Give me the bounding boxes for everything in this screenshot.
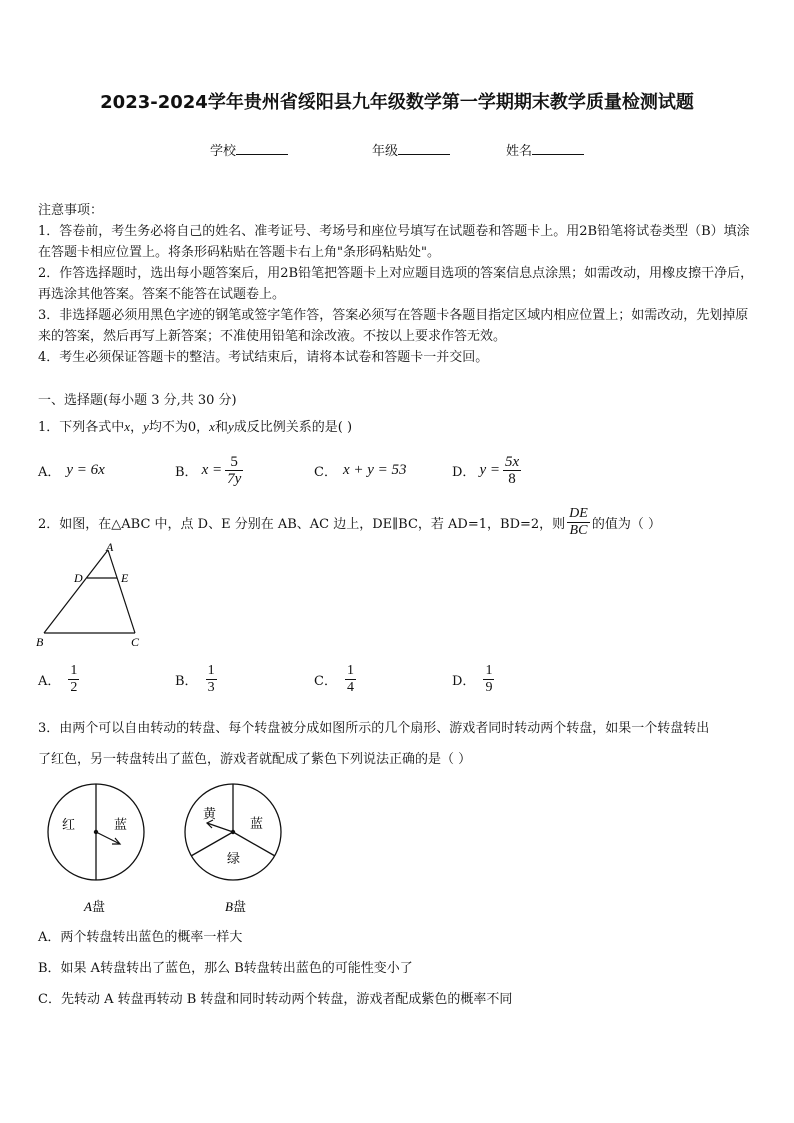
q2-option-c[interactable]: [314, 659, 356, 699]
fraction-denominator: BC: [569, 522, 588, 538]
grade-blank[interactable]: [398, 142, 450, 155]
q1-var-x: x: [124, 419, 131, 434]
fraction-numerator: 1: [485, 662, 493, 678]
fraction-denominator: 2: [70, 679, 78, 695]
q2-option-a-label: A．: [38, 673, 61, 689]
school-label: 学校: [210, 144, 237, 159]
section-heading: 一、选择题(每小题 3 分,共 30 分): [38, 393, 237, 408]
fraction-numerator: 1: [346, 662, 354, 678]
fraction-denominator: 9: [485, 679, 493, 695]
side-ac: [108, 550, 135, 633]
q2-stem-end: 的值为（ ）: [591, 516, 661, 532]
q2-option-d[interactable]: [452, 659, 494, 699]
point-e-label: E: [121, 571, 129, 585]
q1-option-c-label: C．: [314, 464, 337, 480]
spinner-b-caption: [225, 899, 246, 915]
sector-blue-label: 蓝: [250, 817, 264, 832]
q1-option-c-expr: x + y = 53: [342, 461, 407, 478]
caption-letter: B: [225, 899, 233, 914]
vertex-a-label: A: [106, 540, 114, 554]
q2-option-b-label: B．: [175, 673, 198, 689]
caption-text: 盘: [91, 900, 105, 915]
q1-option-d-label: D．: [452, 464, 476, 480]
spinner-b-figure: [175, 780, 295, 920]
q1-var-y2: y: [227, 419, 234, 434]
vertex-b-label: B: [36, 635, 44, 649]
question-3-stem-line2: 了红色，另一转盘转出了蓝色，游戏者就配成了紫色下列说法正确的是（ ）: [38, 752, 472, 767]
q2-option-a-fraction: [68, 663, 79, 696]
q1-stem-d: 和: [214, 420, 228, 435]
q2-option-b-fraction: [206, 663, 217, 696]
q2-option-c-label: C．: [314, 673, 337, 689]
q3-option-a[interactable]: A．两个转盘转出蓝色的概率一样大: [38, 930, 243, 945]
q1-var-y: y: [143, 419, 149, 434]
spinner-a-figure: [40, 780, 160, 920]
question-3-stem-line1: 3．由两个可以自由转动的转盘、每个转盘被分成如图所示的几个扇形、游戏者同时转动两个转盘，如果一个转盘转出: [38, 721, 710, 736]
q1-option-b-fraction: [225, 454, 243, 487]
spinner-a-pointer: [96, 832, 120, 844]
grade-label: 年级: [372, 144, 399, 159]
sector-red-label: 红: [62, 818, 76, 833]
school-blank[interactable]: [236, 142, 288, 155]
fraction-numerator: 5: [225, 454, 243, 471]
sector-green-label: 绿: [227, 852, 241, 867]
school-field: [210, 140, 288, 159]
q1-var-x2: x: [209, 419, 215, 434]
caption-text: 盘: [232, 900, 246, 915]
q1-option-d-fraction: [503, 454, 521, 487]
q1-stem-e: 成反比例关系的是( ): [233, 420, 353, 435]
q3-option-c[interactable]: C．先转动 A 转盘再转动 B 转盘和同时转动两个转盘，游戏者配成紫色的概率不同: [38, 992, 513, 1007]
page-title: 2023-2024学年贵州省绥阳县九年级数学第一学期期末教学质量检测试题: [100, 92, 694, 113]
fraction-numerator: 1: [70, 662, 78, 678]
q2-option-b[interactable]: [175, 659, 217, 699]
q1-stem-b: 均不为: [148, 420, 188, 435]
triangle-figure: [30, 540, 160, 652]
sector-blue-label: 蓝: [114, 818, 128, 833]
name-blank[interactable]: [532, 142, 584, 155]
fraction-denominator: 7y: [227, 470, 242, 487]
q1-stem-c: ，: [196, 420, 210, 435]
q1-zero: 0: [187, 420, 197, 435]
fraction-numerator: DE: [569, 505, 588, 521]
side-ab: [44, 550, 108, 633]
q2-stem-text: 2．如图，在△ABC 中，点 D、E 分别在 AB、AC 边上，DE∥BC，若 AD=1，BD=2，则: [38, 516, 566, 532]
sector-yellow-label: 黄: [203, 807, 217, 822]
point-d-label: D: [74, 571, 83, 585]
notes-item: 1．答卷前，考生务必将自己的姓名、准考证号、考场号和座位号填写在试题卷和答题卡上。用2B铅笔将试卷类型（B）填涂在答题卡相应位置上。将条形码粘贴在答题卡右上角"条形码粘贴处"。: [38, 224, 750, 260]
name-field: [506, 140, 584, 159]
notes-heading: 注意事项：: [38, 203, 104, 218]
q2-option-d-label: D．: [452, 673, 476, 689]
q1-stem-a: 1．下列各式中: [38, 420, 125, 435]
question-2-stem: [38, 503, 661, 541]
q1-option-a-label: A．: [38, 464, 61, 480]
grade-field: [372, 140, 450, 159]
fraction-denominator: 4: [346, 679, 354, 695]
fraction-numerator: 5x: [504, 453, 520, 470]
q3-option-b[interactable]: B．如果 A转盘转出了蓝色，那么 B转盘转出蓝色的可能性变小了: [38, 961, 413, 976]
notes-item: 3．非选择题必须用黑色字迹的钢笔或签字笔作答，答案必须写在答题卡各题目指定区域内相应位置上；如需改动，先划掉原来的答案，然后再写上新答案；不准使用铅笔和涂改液。不按以上要求作答无效。: [38, 308, 749, 344]
q2-option-d-fraction: [483, 663, 494, 696]
notes-item: 2．作答选择题时，选出每小题答案后，用2B铅笔把答题卡上对应题目选项的答案信息点涂黑；如需改动，用橡皮擦干净后，再选涂其他答案。答案不能答在试题卷上。: [38, 266, 754, 302]
q1-option-b-lhs: x =: [201, 461, 223, 478]
q1-option-d-lhs: y =: [479, 461, 500, 478]
fraction-denominator: 3: [207, 679, 215, 695]
name-label: 姓名: [506, 144, 533, 159]
q2-option-a[interactable]: [38, 659, 79, 699]
q1-option-a-expr: y = 6x: [66, 461, 105, 478]
notes-item: 4．考生必须保证答题卡的整洁。考试结束后，请将本试卷和答题卡一并交回。: [38, 350, 489, 365]
vertex-c-label: C: [131, 635, 140, 649]
q2-option-c-fraction: [345, 663, 356, 696]
q1-option-b[interactable]: [175, 450, 243, 490]
q1-option-a[interactable]: [38, 450, 105, 490]
q1-option-c[interactable]: [314, 450, 407, 490]
q1-comma: ，: [130, 420, 144, 435]
q2-ratio-fraction: [567, 506, 590, 539]
notes-block: [38, 200, 760, 368]
question-1-stem: [38, 416, 352, 435]
spinner-a-caption: [83, 899, 105, 915]
fraction-numerator: 1: [207, 662, 215, 678]
q1-option-b-label: B．: [175, 464, 198, 480]
caption-letter: A: [84, 899, 92, 914]
q1-option-d[interactable]: [452, 450, 521, 490]
fraction-denominator: 8: [508, 470, 516, 487]
